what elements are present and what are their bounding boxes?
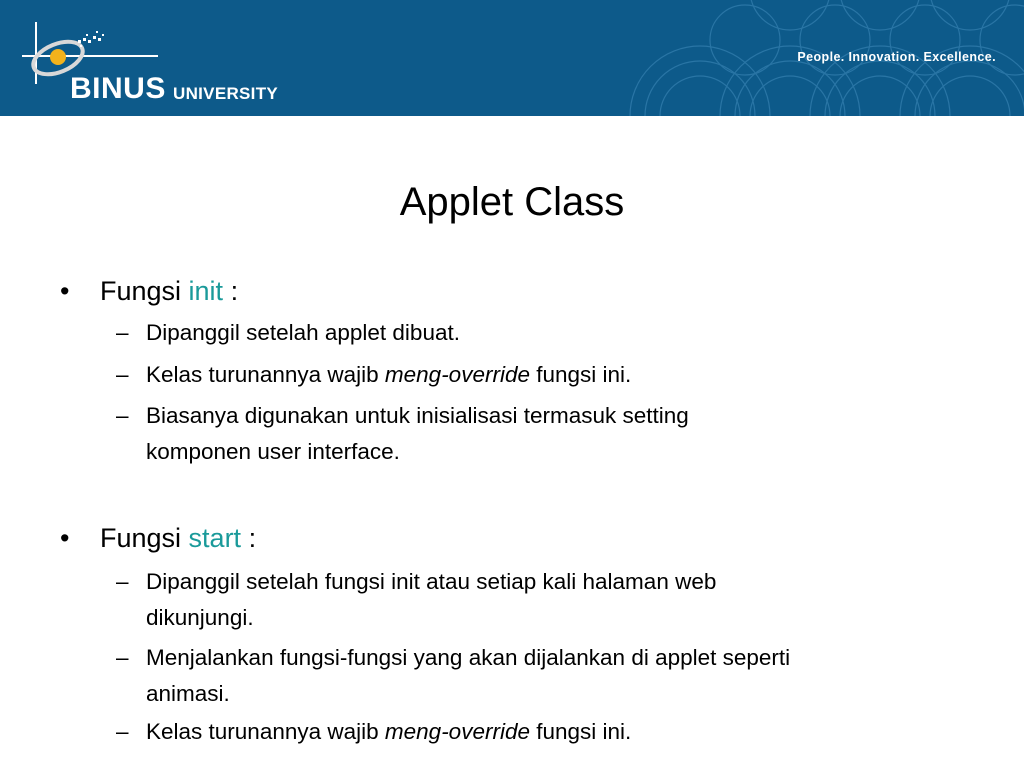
logo-brand-text: BINUS xyxy=(70,72,166,105)
bullet-marker: • xyxy=(60,276,70,306)
dash-marker: – xyxy=(116,403,129,428)
bullet-prefix: Fungsi xyxy=(100,276,189,306)
text-part: fungsi ini. xyxy=(529,362,632,387)
logo-university-text: UNIVERSITY xyxy=(173,84,279,103)
header-tagline: People. Innovation. Excellence. xyxy=(797,50,996,64)
dash-marker: – xyxy=(116,719,129,744)
sub-bullet-text xyxy=(146,714,976,750)
sub-bullet-text xyxy=(146,357,976,393)
text-part: Kelas turunannya wajib xyxy=(146,362,385,387)
text-part: fungsi ini. xyxy=(529,719,632,744)
text-line: komponen user interface. xyxy=(146,439,400,464)
keyword-init: init xyxy=(188,276,224,306)
text-line: Menjalankan fungsi-fungsi yang akan dijalankan di applet seperti xyxy=(146,645,791,670)
dash-marker: – xyxy=(116,362,129,387)
bullet-text xyxy=(100,275,238,307)
text-line: dikunjungi. xyxy=(146,605,254,630)
dash-marker: – xyxy=(116,569,129,594)
text-line: Dipanggil setelah fungsi init atau setiap kali halaman web xyxy=(146,569,717,594)
sub-bullet-text xyxy=(146,398,976,470)
keyword-start: start xyxy=(188,523,242,553)
bullet-text xyxy=(100,522,256,554)
sub-bullet-text xyxy=(146,564,976,636)
bullet-marker: • xyxy=(60,523,70,553)
dash-marker: – xyxy=(116,320,129,345)
slide-title: Applet Class xyxy=(399,180,625,224)
sub-bullet-text xyxy=(146,640,976,712)
bullet-suffix: : xyxy=(223,276,239,306)
text-part: Kelas turunannya wajib xyxy=(146,719,385,744)
emphasis-text: meng-override xyxy=(384,362,530,387)
sub-bullet-text: Dipanggil setelah applet dibuat. xyxy=(146,320,460,345)
bullet-suffix: : xyxy=(241,523,257,553)
dash-marker: – xyxy=(116,645,129,670)
bullet-prefix: Fungsi xyxy=(100,523,189,553)
emphasis-text: meng-override xyxy=(384,719,530,744)
text-line: Biasanya digunakan untuk inisialisasi termasuk setting xyxy=(146,403,689,428)
text-line: animasi. xyxy=(146,681,230,706)
